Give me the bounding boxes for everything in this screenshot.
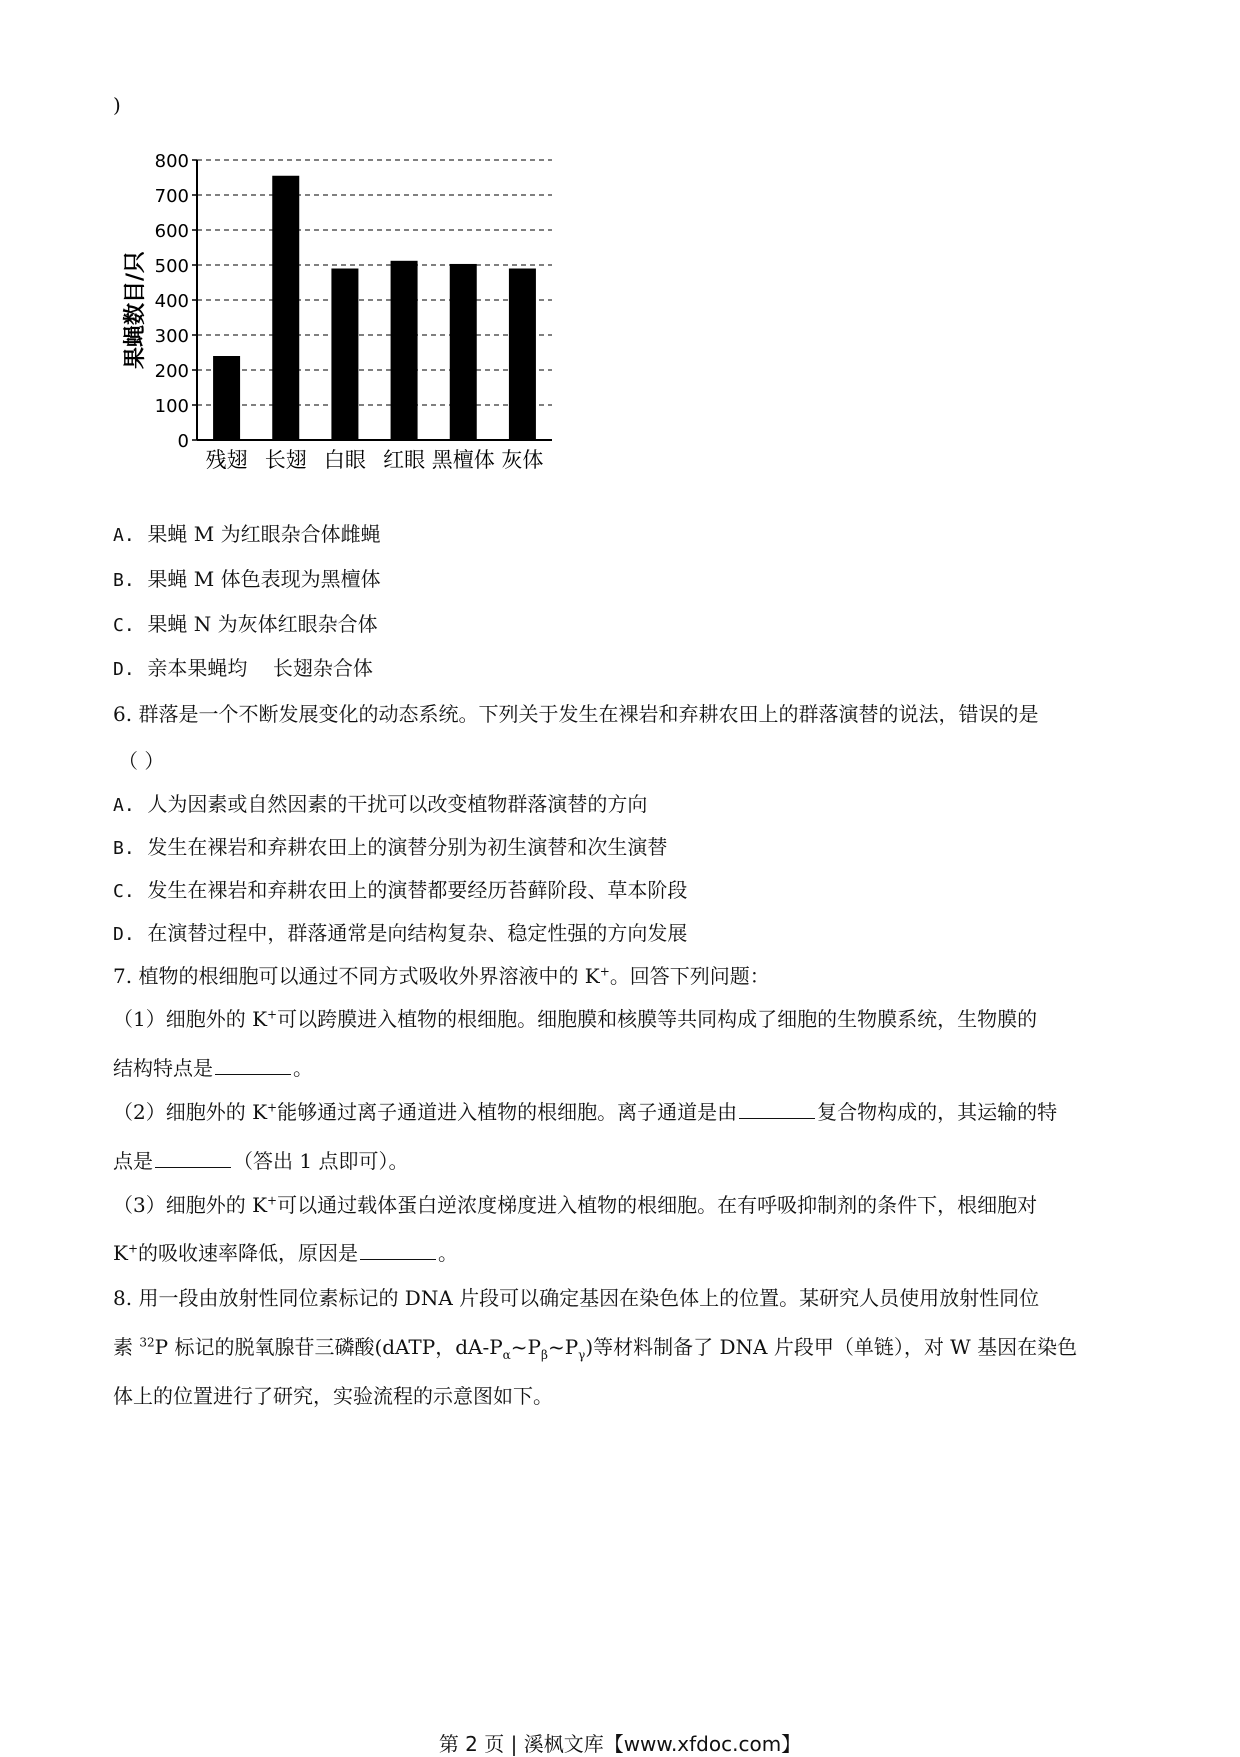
option-text: 人为因素或自然因素的干扰可以改变植物群落演替的方向 [147, 792, 648, 816]
q5-option-d [113, 655, 373, 683]
superscript: + [599, 964, 610, 979]
x-category-label: 长翅 [264, 448, 307, 472]
q6-option-a [113, 791, 647, 819]
text: )等材料制备了 DNA 片段甲（单链），对 W 基因在染色 [585, 1335, 1078, 1359]
bar [391, 261, 418, 440]
text: 7. 植物的根细胞可以通过不同方式吸收外界溶液中的 K [113, 964, 600, 988]
answer-blank[interactable] [155, 1148, 231, 1168]
q6-stem: 6. 群落是一个不断发展变化的动态系统。下列关于发生在裸岩和弃耕农田上的群落演替的说法，错误的是 [113, 702, 1039, 726]
y-tick-label: 600 [154, 221, 189, 242]
y-tick-label: 500 [154, 256, 189, 277]
text: 复合物构成的，其运输的特 [817, 1100, 1058, 1124]
x-category-label: 红眼 [383, 448, 426, 472]
option-label: A. [113, 525, 135, 546]
y-tick-label: 800 [154, 151, 189, 172]
superscript: 32 [139, 1335, 155, 1350]
bar [331, 269, 358, 441]
q7-part1-line1 [113, 1006, 1037, 1032]
option-label: C. [113, 881, 135, 902]
option-label: C. [113, 615, 135, 636]
option-label: B. [113, 570, 135, 591]
subscript: β [541, 1348, 548, 1362]
y-tick-label: 700 [154, 186, 189, 207]
subscript: α [502, 1348, 511, 1362]
text: 。 [293, 1056, 313, 1080]
option-text: 果蝇 M 为红眼杂合体雌蝇 [147, 522, 381, 546]
text: 。 [438, 1241, 459, 1265]
q7-stem [113, 963, 770, 989]
text: （答出 1 点即可）。 [233, 1149, 409, 1173]
text: 结构特点是 [113, 1056, 213, 1080]
q8-line1: 8. 用一段由放射性同位素标记的 DNA 片段可以确定基因在染色体上的位置。某研究人员使用放射性同位 [113, 1286, 1040, 1310]
text: 。回答下列问题： [609, 964, 770, 988]
y-tick-label: 100 [154, 396, 189, 417]
q6-option-d [113, 920, 687, 948]
text: P 标记的脱氧腺苷三磷酸(dATP，dA-P [154, 1335, 503, 1359]
option-label: A. [113, 795, 135, 816]
q5-option-b [113, 566, 381, 594]
q7-part3-line2 [113, 1240, 458, 1266]
bar [213, 356, 240, 440]
option-text: 果蝇 N 为灰体红眼杂合体 [147, 612, 378, 636]
x-category-label: 残翅 [205, 448, 248, 472]
option-label: D. [113, 924, 135, 945]
text: ~P [510, 1335, 541, 1359]
q8-line3: 体上的位置进行了研究，实验流程的示意图如下。 [113, 1384, 553, 1408]
superscript: + [267, 1007, 278, 1022]
y-tick-label: 300 [154, 326, 189, 347]
option-text: 亲本果蝇均 长翅杂合体 [147, 656, 373, 680]
text: ~P [547, 1335, 579, 1359]
subscript: γ [578, 1348, 586, 1362]
superscript: + [127, 1241, 139, 1256]
text: 点是 [113, 1149, 153, 1173]
x-category-label: 灰体 [501, 448, 544, 472]
superscript: + [267, 1100, 278, 1115]
bar [450, 264, 477, 440]
text: （3）细胞外的 K [113, 1193, 268, 1217]
q7-part2-line1 [113, 1099, 1057, 1125]
text: （2）细胞外的 K [113, 1100, 268, 1124]
option-label: D. [113, 659, 135, 680]
bar-chart [110, 142, 570, 472]
text: 可以跨膜进入植物的根细胞。细胞膜和核膜等共同构成了细胞的生物膜系统，生物膜的 [277, 1007, 1038, 1031]
option-text: 果蝇 M 体色表现为黑檀体 [147, 567, 381, 591]
q6-answer-bracket: （ ） [118, 749, 165, 773]
option-text: 发生在裸岩和弃耕农田上的演替分别为初生演替和次生演替 [147, 835, 668, 859]
y-tick-label: 0 [177, 431, 189, 452]
y-axis-label: 果蝇数目/只 [123, 250, 148, 370]
option-label: B. [113, 838, 135, 859]
q6-option-b [113, 834, 667, 862]
q5-option-c [113, 611, 378, 639]
answer-blank[interactable] [739, 1099, 815, 1119]
y-tick-label: 400 [154, 291, 189, 312]
text: K [113, 1241, 128, 1265]
text: 素 [113, 1335, 140, 1359]
x-category-label: 黑檀体 [431, 448, 495, 472]
q5-option-a [113, 521, 381, 549]
x-category-label: 白眼 [323, 448, 366, 472]
q7-part1-line2 [113, 1055, 313, 1081]
q7-part3-line1 [113, 1192, 1037, 1218]
text: 能够通过离子通道进入植物的根细胞。离子通道是由 [277, 1100, 738, 1124]
previous-question-bracket: ) [113, 93, 121, 117]
answer-blank[interactable] [360, 1240, 436, 1260]
answer-blank[interactable] [215, 1055, 291, 1075]
bar [509, 269, 536, 441]
text: （1）细胞外的 K [113, 1007, 268, 1031]
page-footer: 第 2 页 | 溪枫文库【www.xfdoc.com】 [438, 1732, 802, 1756]
q8-line2 [113, 1334, 1077, 1360]
option-text: 发生在裸岩和弃耕农田上的演替都要经历苔藓阶段、草本阶段 [147, 878, 688, 902]
y-tick-label: 200 [154, 361, 189, 382]
text: 可以通过载体蛋白逆浓度梯度进入植物的根细胞。在有呼吸抑制剂的条件下，根细胞对 [277, 1193, 1038, 1217]
superscript: + [267, 1193, 278, 1208]
q6-option-c [113, 877, 687, 905]
option-text: 在演替过程中，群落通常是向结构复杂、稳定性强的方向发展 [147, 921, 688, 945]
text: 的吸收速率降低，原因是 [138, 1241, 359, 1265]
q7-part2-line2 [113, 1148, 408, 1174]
bar [272, 176, 299, 440]
